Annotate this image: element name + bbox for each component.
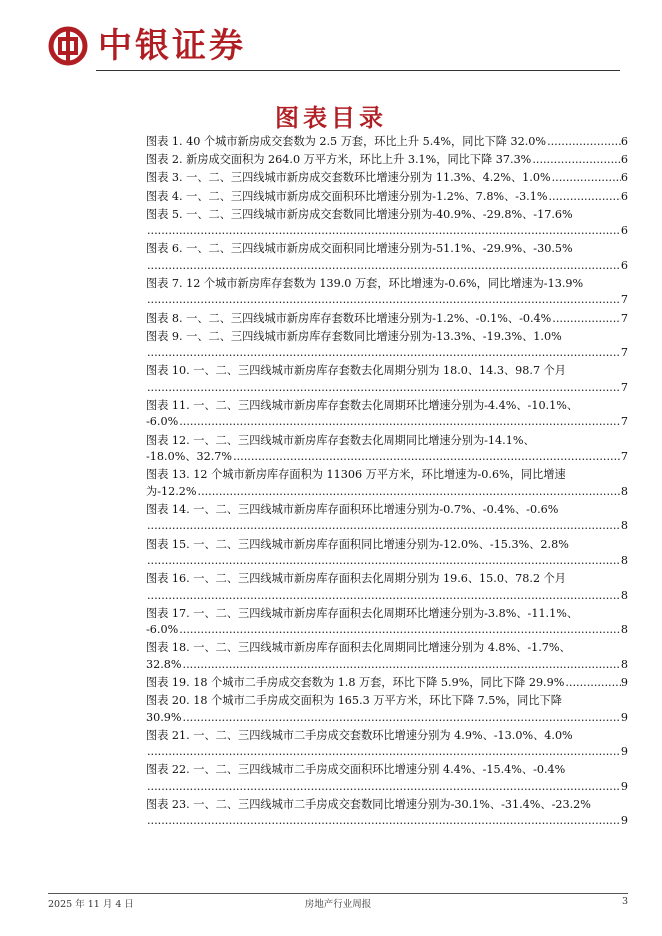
dot-leader — [183, 657, 621, 673]
toc-page-number: 9 — [620, 814, 628, 828]
toc-entry-text: 图表 3. 一、二、三四线城市新房成交套数环比增速分别为 11.3%、4.2%、1.0% — [146, 171, 551, 185]
toc-entry[interactable] — [146, 363, 628, 396]
toc-page-number: 6 — [620, 135, 628, 148]
toc-entry[interactable] — [146, 311, 628, 327]
dot-leader — [147, 813, 621, 829]
toc-entry-text: 图表 12. 一、二、三四线城市新房库存套数去化周期同比增速分别为-14.1%、 — [146, 433, 535, 447]
toc-entry-text: 图表 20. 18 个城市二手房成交面积为 165.3 万平方米，环比下降 7.5%，同比下降 — [146, 694, 562, 708]
dot-leader — [147, 258, 621, 274]
toc-page-number: 7 — [620, 346, 628, 360]
toc-entry[interactable] — [146, 537, 628, 570]
toc-entry[interactable] — [146, 762, 628, 795]
dot-leader — [565, 675, 621, 691]
toc-entry-text: 图表 10. 一、二、三四线城市新房库存套数去化周期分别为 18.0、14.3、98.7 个月 — [146, 364, 566, 378]
toc-entry-text: 图表 7. 12 个城市新房库存套数为 139.0 万套，环比增速为-0.6%，同比增速为-13.9% — [146, 277, 584, 291]
toc-entry-text: 图表 16. 一、二、三四线城市新房库存面积去化周期分别为 19.6、15.0、78.2 个月 — [146, 572, 566, 586]
dot-leader — [147, 518, 621, 534]
dot-leader — [552, 170, 621, 186]
dot-leader — [179, 414, 621, 430]
toc-page-number: 6 — [620, 153, 628, 167]
toc-entry[interactable] — [146, 675, 628, 691]
dot-leader — [198, 484, 621, 500]
toc-entry[interactable] — [146, 329, 628, 362]
toc-entry-text: 图表 23. 一、二、三四线城市二手房成交套数同比增速分别为-30.1%、-31.4%、-23.2% — [146, 797, 591, 811]
toc-entry-text: 图表 18. 一、二、三四线城市新房库存面积去化周期同比增速分别为 4.8%、-1.7%、 — [146, 641, 571, 655]
toc-page-number: 9 — [620, 675, 628, 689]
toc-entry[interactable] — [146, 606, 628, 639]
toc-entry-text: 图表 17. 一、二、三四线城市新房库存面积去化周期环比增速分别为-3.8%、-11.1%、 — [146, 606, 579, 620]
toc-entry[interactable] — [146, 797, 628, 830]
dot-leader — [233, 449, 621, 465]
toc-page-number: 9 — [620, 710, 628, 724]
footer-date: 2025 年 11 月 4 日 — [48, 899, 134, 910]
toc-entry-text: 图表 15. 一、二、三四线城市新房库存面积同比增速分别为-12.0%、-15.3%、2.8% — [146, 537, 569, 551]
toc-entry-text: 32.8% — [146, 657, 182, 671]
toc-entry[interactable] — [146, 152, 628, 168]
toc-entry[interactable] — [146, 640, 628, 673]
toc-entry-text: 图表 4. 一、二、三四线城市新房成交面积环比增速分别为-1.2%、7.8%、-3.1% — [146, 189, 548, 203]
toc-entry[interactable] — [146, 693, 628, 726]
toc-entry-text: 图表 19. 18 个城市二手房成交套数为 1.8 万套，环比下降 5.9%，同比下降 29.9% — [146, 675, 565, 689]
dot-leader — [147, 744, 621, 760]
dot-leader — [532, 152, 621, 168]
dot-leader — [147, 345, 621, 361]
toc-entry[interactable] — [146, 433, 628, 466]
toc-entry-text: 30.9% — [146, 710, 182, 724]
toc-entry[interactable] — [146, 571, 628, 604]
page-header — [48, 22, 628, 70]
toc-entry-text: 图表 8. 一、二、三四线城市新房库存套数环比增速分别为-1.2%、-0.1%、-0.4% — [146, 311, 552, 325]
toc-entry-text: 图表 6. 一、二、三四线城市新房成交面积同比增速分别为-51.1%、-29.9%、-30.5% — [146, 242, 573, 256]
footer-divider — [48, 893, 628, 894]
toc-title: 图表目录 — [275, 103, 387, 132]
dot-leader — [147, 779, 621, 795]
toc-page-number: 6 — [620, 189, 628, 203]
brand-name: 中银证券 — [98, 26, 246, 66]
toc-page-number: 8 — [620, 484, 628, 498]
toc-entry[interactable] — [146, 728, 628, 761]
toc-entry-text: 为-12.2% — [146, 484, 197, 498]
dot-leader — [147, 223, 621, 239]
footer-page-number: 3 — [621, 896, 628, 907]
toc-entry-text: -6.0% — [146, 623, 179, 637]
toc-entry-text: -18.0%、32.7% — [146, 450, 233, 464]
toc-entry[interactable] — [146, 207, 628, 240]
toc-page-number: 8 — [620, 588, 628, 602]
dot-leader — [147, 380, 621, 396]
toc-page-number: 9 — [620, 745, 628, 759]
toc-page-number: 8 — [620, 657, 628, 671]
toc-entry-text: 图表 14. 一、二、三四线城市新房库存面积环比增速分别为-0.7%、-0.4%、-0.6% — [146, 502, 559, 516]
toc-entry[interactable] — [146, 134, 628, 150]
toc-entry-text: 图表 9. 一、二、三四线城市新房库存套数同比增速分别为-13.3%、-19.3%、1.0% — [146, 329, 562, 343]
dot-leader — [549, 189, 621, 205]
toc-entry-text: -6.0% — [146, 415, 179, 429]
dot-leader — [547, 134, 621, 150]
toc-page-number: 6 — [620, 258, 628, 272]
toc-entry[interactable] — [146, 241, 628, 274]
dot-leader — [179, 622, 621, 638]
toc-page-number: 7 — [620, 380, 628, 394]
toc-entry-text: 图表 5. 一、二、三四线城市新房成交套数同比增速分别为-40.9%、-29.8%、-17.6% — [146, 207, 573, 221]
toc-page-number: 6 — [620, 224, 628, 238]
toc-entry[interactable] — [146, 170, 628, 186]
toc-entry-text: 图表 2. 新房成交面积为 264.0 万平方米，环比上升 3.1%，同比下降 37.3% — [146, 153, 532, 167]
toc-page-number: 7 — [620, 415, 628, 429]
toc-entry[interactable] — [146, 189, 628, 205]
toc-page-number: 7 — [620, 293, 628, 307]
header-divider — [96, 70, 620, 71]
toc-entry[interactable] — [146, 276, 628, 309]
footer-report-name: 房地产行业周报 — [304, 899, 372, 910]
toc-entry-text: 图表 22. 一、二、三四线城市二手房成交面积环比增速分别 4.4%、-15.4%、-0.4% — [146, 763, 566, 777]
table-of-figures — [146, 134, 628, 832]
dot-leader — [552, 311, 621, 327]
toc-entry-text: 图表 1. 40 个城市新房成交套数为 2.5 万套，环比上升 5.4%，同比下降 32.0% — [146, 135, 547, 148]
dot-leader — [147, 292, 621, 308]
dot-leader — [183, 710, 621, 726]
dot-leader — [147, 553, 621, 569]
toc-page-number: 6 — [620, 171, 628, 185]
toc-entry-text: 图表 13. 12 个城市新房库存面积为 11306 万平方米，环比增速为-0.6%，同比增速 — [146, 468, 566, 482]
toc-entry-text: 图表 21. 一、二、三四线城市二手房成交套数环比增速分别为 4.9%、-13.0%、4.0% — [146, 728, 573, 742]
toc-entry[interactable] — [146, 502, 628, 535]
bank-of-china-logo-icon — [48, 26, 88, 66]
dot-leader — [147, 588, 621, 604]
toc-entry-text: 图表 11. 一、二、三四线城市新房库存套数去化周期环比增速分别为-4.4%、-10.1%、 — [146, 399, 579, 413]
toc-page-number: 9 — [620, 779, 628, 793]
toc-entry[interactable] — [146, 398, 628, 431]
toc-page-number: 8 — [620, 623, 628, 637]
toc-page-number: 8 — [620, 553, 628, 567]
toc-entry[interactable] — [146, 467, 628, 500]
toc-page-number: 7 — [620, 311, 628, 325]
toc-page-number: 7 — [620, 450, 628, 464]
toc-page-number: 8 — [620, 519, 628, 533]
